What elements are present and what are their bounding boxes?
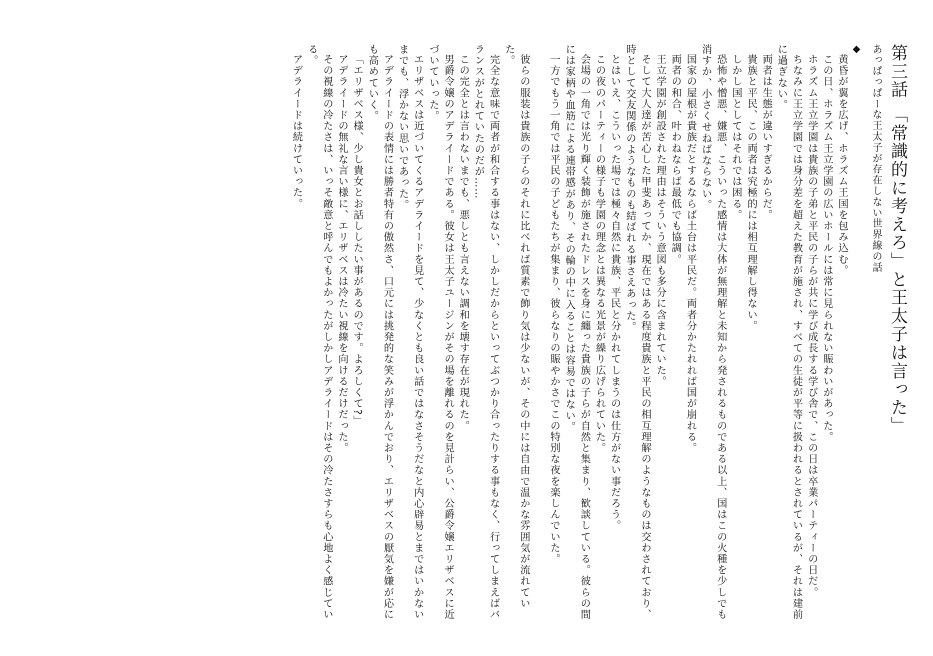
section-marker: ◆ xyxy=(851,44,862,56)
vertical-text-page xyxy=(19,44,909,630)
paragraph: そして大人達が苦心した甲斐あってか、現在ではある程度貴族と平民の相互理解のようなものは交わされており、時として交友関係のようなものも結ばれる事さえあった。 xyxy=(623,44,650,621)
paragraph: 完全な意味で両者が和合する事はない、しかしだからといってぶつかり合ったりする事もなく、行ってしまえばバランスがとれていたのだが…… xyxy=(472,44,499,621)
blank-line xyxy=(531,44,546,630)
paragraph: 両者の和合、叶わねならば最低でも協調。 xyxy=(669,54,681,266)
paragraph: 一方でもう一角では平民の子どもたちが集まり、彼らなりの賑やかさでこの特別な夜を楽しんでいた。 xyxy=(548,54,560,565)
paragraph: 黄昏が翼を広げ、ホラズム王国を包み込む。 xyxy=(836,54,847,277)
paragraph: この完全とは言わないまでも、悪しとも言えない調和を壊す存在が現れた。 xyxy=(457,54,469,432)
chapter-subtitle: あっぱっぱーな王太子が存在しない世界線の話 xyxy=(870,44,881,273)
paragraph: その視線の冷たさは、いっそ敵意と呼んでもよかったがしかしアデライードはその冷たさすらも心地よく感じている。 xyxy=(305,44,332,621)
paragraph: とはいえ、こういった場では極々自然に貴族、平民と分かれてしまうのは仕方がない事だろう。 xyxy=(608,54,620,532)
paragraph: 「エリザベス様、少し貴女とお話ししたい事があるのです。よろしくて?」 xyxy=(351,54,363,427)
paragraph: しかし国としてはそれでは困る。 xyxy=(729,54,741,221)
paragraph: アデライードの無礼な言い様に、エリザベスは冷たい視線を向けるだけだった。 xyxy=(336,54,347,454)
paragraph: この夜のパーティーの様子も学園の理念とは異なる光景が繰り広げられていた。 xyxy=(593,54,605,454)
paragraph: 彼らの服装は貴族の子らのそれに比べれば質素で飾り気は少ないが、その中には自由で温かな雰囲気が流れていた。 xyxy=(502,44,529,610)
chapter-title: 第三話 「常識的に考えろ」と王太子は言った」 xyxy=(887,44,907,436)
paragraph: エリザベスは近づいてくるアデライードを見て、少なくとも良い話ではなさそうだなと内心辟易とまではいかないまでも、浮かない思いであった。 xyxy=(396,44,423,621)
paragraph: この日、ホラズム王立学園の広いホールには常に見られない賑わいがあった。 xyxy=(820,54,832,443)
paragraph: 王立学園が創設された理由はそういう意図も多分に含まれていた。 xyxy=(654,54,666,388)
paragraph: 貴族と平民、この両者は究極的には相互理解し得ない。 xyxy=(745,54,757,332)
paragraph: 恐怖や憎悪、嫌悪、こういった感情は大体が無理解と未知から発されるものである以上、国はこの火種を少しでも消すか、小さくせねばならない。 xyxy=(699,44,726,621)
paragraph: アデライードの表情には勝者特有の傲然さ、口元には挑発的な笑みが浮かんでおり、エリザベスの厭気を嫌が応にも高めていく。 xyxy=(366,44,393,621)
paragraph: ちなみに王立学園では身分差を超えた教育が施され、すべての生徒が平等に扱われるとされているが、それは建前に過ぎない。 xyxy=(775,44,802,621)
paragraph: 男爵令嬢のアデライードである。彼女は王太子ユージンがその場を離れるのを見計らい、公爵令嬢エリザベスに近づいていった。 xyxy=(426,44,454,621)
body-text xyxy=(288,44,849,630)
paragraph: 国家の屋根が貴族だとするならば土台は平民だ。両者分かたれれば国が崩れる。 xyxy=(684,54,696,454)
paragraph: ホラズム王立学園は貴族の子弟と平民の子らが共に学び成長する学び舎で、この日は卒業パーティーの日だ。 xyxy=(805,54,817,599)
paragraph: 会場の一角では光り輝く装飾が施されたドレスを身に纏った貴族の子らが自然と集まり、歓談している。彼らの間には家柄や血筋による連帯感があり、その輪の中に入ることは容易ではない。 xyxy=(563,44,590,621)
paragraph: アデライードは続けていった。 xyxy=(290,54,302,210)
paragraph: 両者は生態が違いすぎるからだ。 xyxy=(760,54,772,221)
